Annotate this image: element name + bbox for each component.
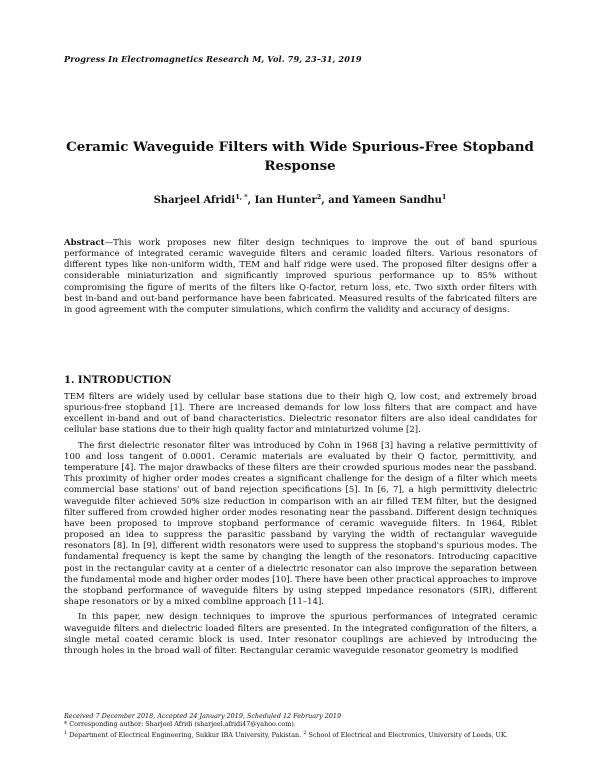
author-separator: , <box>247 195 255 206</box>
affiliation-mark: 1 <box>64 729 68 736</box>
affiliation-2: School of Electrical and Electronics, University of Leeds, UK. <box>308 730 508 739</box>
abstract-label: Abstract <box>64 238 105 248</box>
abstract-text: —This work proposes new filter design techniques to improve the out of band spurious performance of integrated ceramic waveguide filters and ceramic loaded filters. Various resonators of different types like non-uniform width, TEM and half ridge were used. The proposed filter designs offer a considerable miniaturization and significantly improved spurious performance up to 85% without compromising the figure of merits of the filters like Q-factor, return loss, etc. Two sixth order filters with best in-band and out-band performance have been fabricated. Measured results of the fabricated filters are in good agreement with the computer simulations, which confirm the validity and accuracy of designs. <box>64 238 537 315</box>
author-name: Ian Hunter <box>254 195 317 206</box>
affiliation-1: Department of Electrical Engineering, Sukkur IBA University, Pakistan. <box>69 730 302 739</box>
affiliations <box>64 729 537 739</box>
received-dates: Received 7 December 2018, Accepted 24 January 2019, Scheduled 12 February 2019 <box>64 712 342 720</box>
body-paragraph: In this paper, new design techniques to improve the spurious performances of integrated ceramic waveguide filters and dielectric loaded filters are presented. In the integrated configuration of the filters, a single metal coated ceramic block is used. Inter resonator couplings are achieved by introducing the through holes in the broad wall of filter. Rectangular ceramic waveguide resonator geometry is modified <box>64 612 537 656</box>
body-paragraph: The first dielectric resonator filter was introduced by Cohn in 1968 [3] having a relative permittivity of 100 and loss tangent of 0.0001. Ceramic materials are evaluated by their Q factor, permittivity, and temperature [4]. The major drawbacks of these filters are their crowded spurious modes near the passband. This proximity of higher order modes creates a significant challenge for the design of a filter which meets commercial base stations' out of band rejection specifications [5]. In [6, 7], a high permittivity dielectric waveguide filter achieved 50% size reduction in comparison with an air filled TEM filter, but the designed filter suffered from crowded higher order modes resonating near the passband. Different design techniques have been proposed to improve stopband performance of ceramic waveguide filters. In 1964, Riblet proposed an idea to suppress the parasitic passband by varying the width of rectangular waveguide resonators [8]. In [9], different width resonators were used to suppress the stopband's spurious modes. The fundamental frequency is kept the same by changing the length of the resonators. Introducing capacitive post in the rectangular cavity at a center of a dielectric resonator can also improve the separation between the fundamental mode and higher order modes [10]. There have been other practical approaches to improve the stopband performance of waveguide filters by using stepped impedance resonators (SIR), different shape resonators or by a mixed combline approach [11–14]. <box>64 440 537 607</box>
author-affiliation-mark: 1, * <box>235 193 248 201</box>
section-heading: 1. INTRODUCTION <box>64 375 172 386</box>
affiliation-mark: 2 <box>303 729 307 736</box>
paper-title: Ceramic Waveguide Filters with Wide Spurious-Free Stopband Response <box>66 139 534 174</box>
author-name: Sharjeel Afridi <box>153 195 236 206</box>
author-name: Yameen Sandhu <box>352 195 442 206</box>
author-list <box>60 193 540 206</box>
body-paragraph: TEM filters are widely used by cellular base stations due to their high Q, low cost, and extremely broad spurious-free stopband [1]. There are increased demands for low loss filters that are compact and have excellent in-band and out of band characteristics. Dielectric resonator filters are also ideal candidates for cellular base stations due to their high quality factor and miniaturized volume [2]. <box>64 392 537 436</box>
journal-header: Progress In Electromagnetics Research M, Vol. 79, 23–31, 2019 <box>64 54 362 64</box>
author-affiliation-mark: 1 <box>441 193 447 201</box>
corresponding-author: * Corresponding author: Sharjeel Afridi (sharjeel.afridi47@yahoo.com). <box>64 720 296 729</box>
section-body <box>64 392 537 661</box>
author-separator: , and <box>321 195 353 206</box>
footnotes <box>64 712 537 739</box>
abstract <box>64 238 537 316</box>
author-affiliation-mark: 2 <box>316 193 322 201</box>
